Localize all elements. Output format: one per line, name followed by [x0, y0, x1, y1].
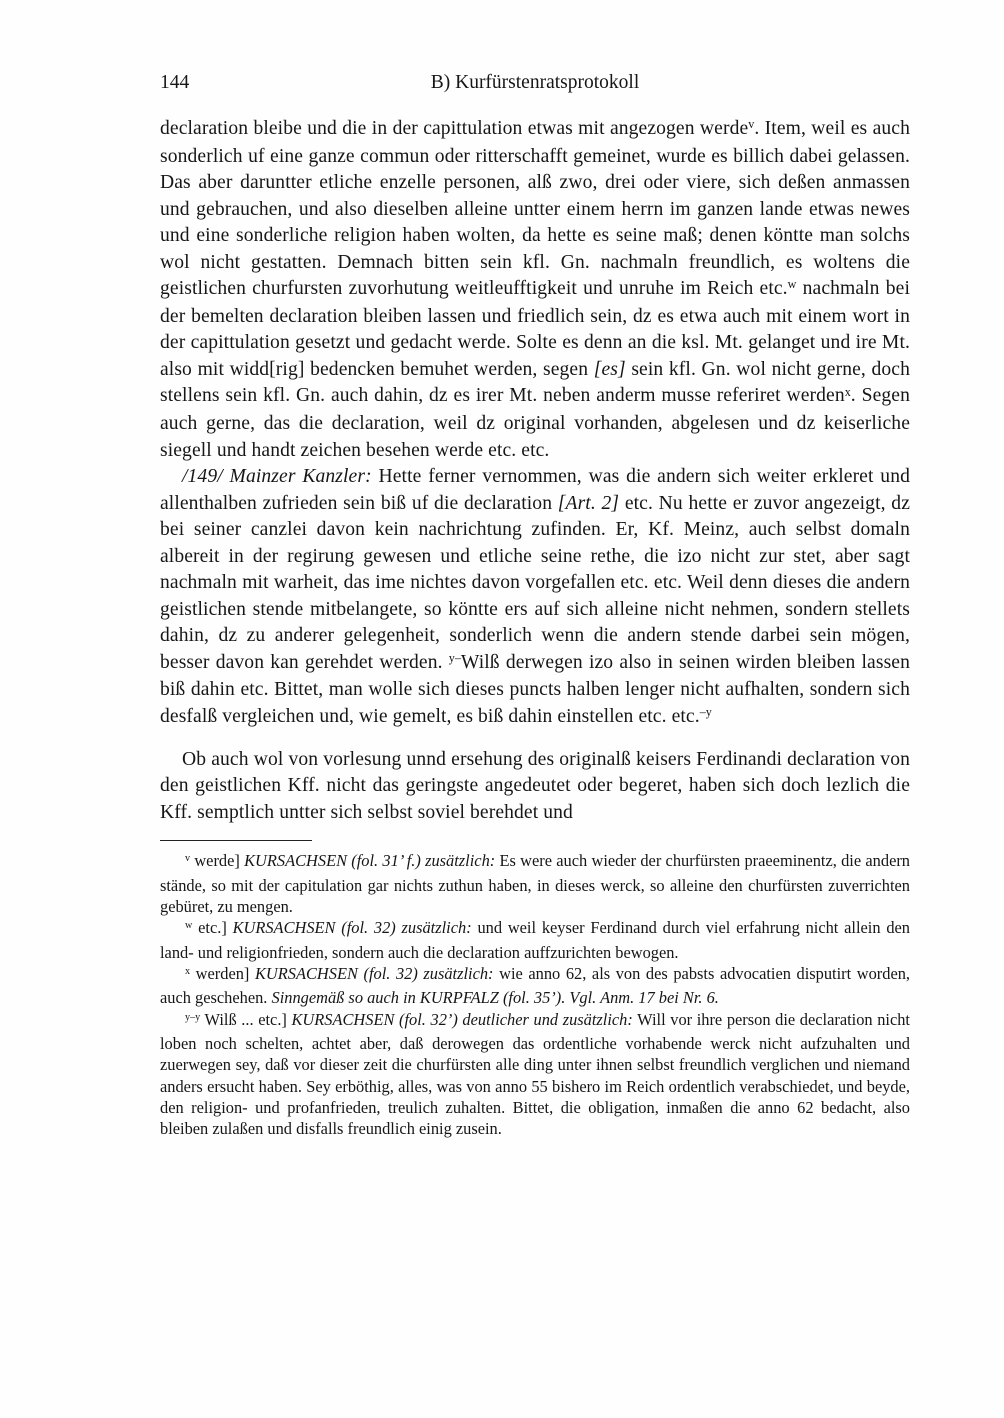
page-number: 144 [160, 72, 190, 93]
text-run: Ob auch wol von vorlesung unnd ersehung des originalß keisers Ferdinandi declaration von den geistlichen Kff. nicht das geringste angedeutet oder begeret, haben sich doch lezlich die Kff. semptlich untter sich selbst soviel berehdet und [160, 748, 910, 823]
footnote-marker: x [185, 966, 191, 978]
text-run: sein kfl. Gn. wol nicht gerne, doch stellens sein kfl. Gn. auch dahin, dz es irer Mt. neben anderm musse referiret werden [160, 358, 910, 407]
text-run: und weil keyser Ferdinand durch viel erfahrung nicht allein den land- und religionfrieden, sondern auch die declaration auffzurichten bewogen. [160, 918, 910, 962]
footnote-marker: y– [448, 651, 461, 666]
footnote [160, 1009, 910, 1140]
running-header-title: B) Kurfürstenratsprotokoll [430, 72, 640, 93]
italic-text-run: /149/ Mainzer Kanzler: [182, 466, 372, 488]
footnote-marker: –y [699, 705, 712, 720]
text-run: Wilß ... etc.] [200, 1009, 292, 1029]
footnotes [160, 850, 910, 1139]
text-run: wie anno 62, als von des pabsts advocatien disputirt worden, auch geschehen. [160, 963, 911, 1008]
text-run: Hette ferner vernommen, was die andern sich weiter erkleret und allenthalben zufrieden sein biß uf die declaration [160, 466, 910, 514]
text-run: etc. Nu hette er zuvor angezeigt, dz bei seiner canzlei davon kein nachrichtung zufinden. Er, Kf. Meinz, auch selbst domaln albereit in der regirung gewesen und etliche seine rethe, die izo nicht zur stet, aber sagt nachmaln mit warheit, das ime nichtes davon vorgefallen etc. etc. Weil denn dieses die andern geistlichen stende mitbelangete, so köntte ers auf sich alleine nicht nehmen, sondern stellets dahin, dz zu anderer gelegenheit, sonderlich wenn die andern stende darbei sein mögen, besser davon kan gerehdet werden. [160, 492, 910, 673]
body-paragraph [160, 116, 910, 464]
italic-text-run: [Art. 2] [557, 492, 620, 514]
text-run: Wilß derwegen izo also in seinen wirden bleiben lassen biß dahin etc. Bittet, man wolle sich dieses puncts halben lenger nicht aufhalten, sondern sich desfalß vergleichen und, wie gemelt, es biß dahin einstellen etc. etc. [160, 651, 910, 728]
italic-text-run: KURSACHSEN (fol. 32’) deutlicher und zusätzlich: [291, 1009, 633, 1029]
footnote-marker: w [787, 277, 797, 292]
body-paragraph [160, 464, 910, 731]
footnote-marker: v [748, 117, 755, 132]
text-run: Es were auch wieder der churfürsten praeeminentz, die andern stände, so mit der capitulation gar nichts zuthun haben, in dieses werck, so alleine den churfürsten zuverrichten gebüret, zu mengen. [160, 851, 910, 916]
italic-text-run: KURSACHSEN (fol. 32) zusätzlich: [232, 918, 472, 938]
footnote [160, 917, 910, 963]
main-text [160, 116, 910, 826]
italic-text-run: KURSACHSEN (fol. 32) zusätzlich: [254, 963, 494, 983]
running-head [160, 72, 910, 98]
text-run: werden] [190, 963, 255, 983]
text-run: . Item, weil es auch sonderlich uf eine ganze commun oder ritterschafft gemeinet, wurde es billich dabei gelassen. Das aber daruntter etliche enzelle personen, alß zwo, drei oder viere, sich deßen anmassen und gebrauchen, und also dieselben alleine untter einem herrn im ganzen lande etwas newes und eine sonderliche religion haben wolten, da hette es seine maß; denen köntte man solchs wol nicht gestatten. Demnach bitten sein kfl. Gn. nachmaln freundlich, es woltens die geistlichen churfursten zuvorhutung weitleufftigkeit und unruhe im Reich etc. [160, 118, 910, 300]
text-run: etc.] [192, 918, 233, 938]
text-run: nachmaln bei der bemelten declaration bleiben lassen und friedlich sein, dz es etwa auch mit einem wort in der capittulation gesetzt und gedacht werde. Solte es denn an die ksl. Mt. gelanget und ire Mt. also mit widd[rig] bedencken bemuhet werden, segen [160, 278, 910, 380]
italic-text-run: [es] [593, 358, 626, 380]
footnote-separator [160, 840, 312, 841]
italic-text-run: Sinngemäß so auch in KURPFALZ (fol. 35’). Vgl. Anm. 17 bei Nr. 6. [271, 988, 719, 1008]
footnote-marker: y–y [185, 1011, 201, 1023]
text-run: declaration bleibe und die in der capittulation etwas mit angezogen werde [160, 118, 749, 139]
text-run: . Segen auch gerne, das die declaration, weil dz original vorhanden, abgelesen und dz keiserliche siegell und handt zeichen besehen werde etc. etc. [160, 385, 910, 461]
footnote-marker: x [844, 384, 851, 399]
text-run: werde] [190, 851, 245, 871]
italic-text-run: KURSACHSEN (fol. 31’ f.) zusätzlich: [244, 851, 496, 871]
footnote-marker: v [185, 853, 191, 865]
footnote [160, 850, 910, 917]
body-paragraph [160, 747, 910, 827]
footnote-marker: w [185, 920, 193, 932]
text-run: Will vor ihre person die declaration nicht loben noch schelten, achtet aber, daß derowegen das ordentliche vorhabende werck nicht aufzuhalten und zuerwegen sey, daß vor dieser zeit die churfürsten alle ding unter ihnen selbst freundlich verglichen und niemand anders ersucht haben. Sey erböthig, alles, was von anno 55 bishero im Reich ordentlich verabschiedet, und beyde, den religion- und profanfrieden, treulich zuhalten. Bittet, die obligation, inmaßen die anno 62 bedacht, also bleiben zulaßen und disfalls freundlich einig zusein. [160, 1009, 910, 1139]
footnote [160, 963, 910, 1009]
